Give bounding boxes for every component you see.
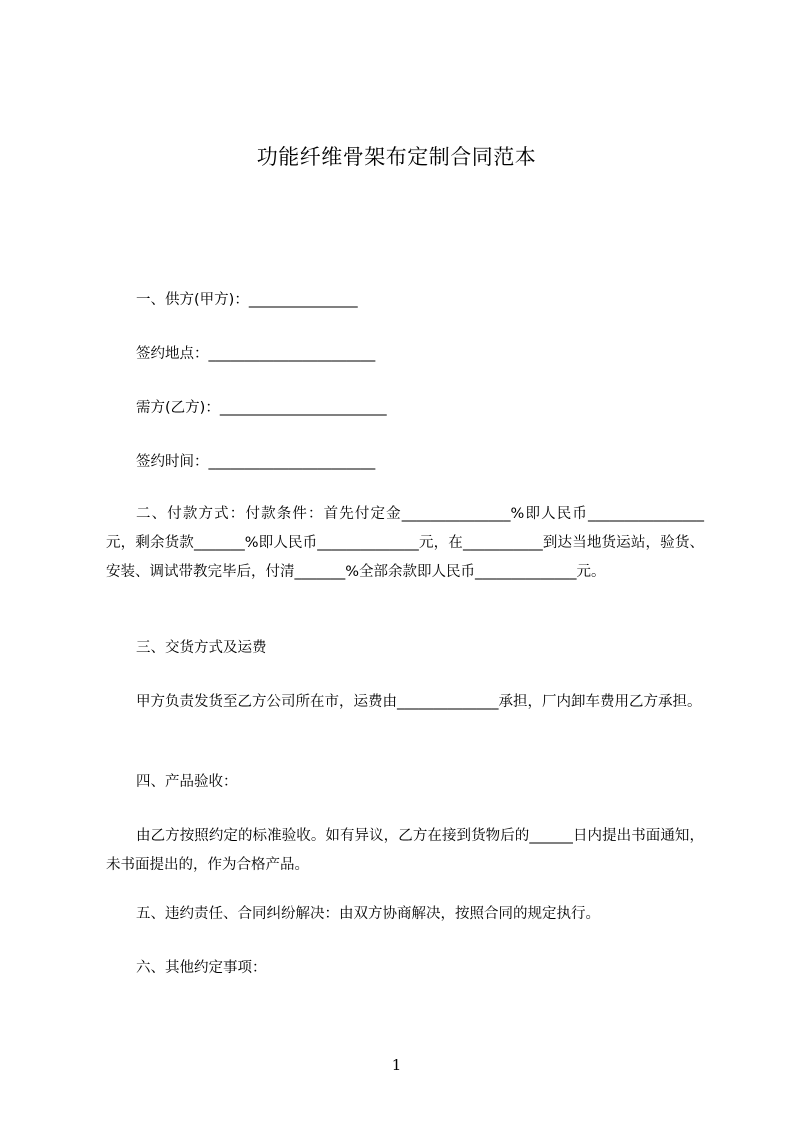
supplier-line: 一、供方(甲方)：_______________ bbox=[136, 292, 358, 308]
payment-clause: 二、付款方式：付款条件：首先付定金_______________%即人民币________________元，剩余货款_______%即人民币______________元，在___________到达当地货运站，验货、安装、调试带教完毕后，付清_______%全部余款即人民币______________元。 bbox=[106, 506, 704, 580]
page-number: 1 bbox=[391, 1056, 402, 1074]
document-title: 功能纤维骨架布定制合同范本 bbox=[256, 145, 537, 169]
sign-time-line: 签约时间：_______________________ bbox=[136, 454, 376, 470]
acceptance-clause: 由乙方按照约定的标准验收。如有异议，乙方在接到货物后的______日内提出书面通知，未书面提出的，作为合格产品。 bbox=[106, 828, 704, 873]
sign-place-line: 签约地点：_______________________ bbox=[136, 346, 376, 362]
other-matters-heading: 六、其他约定事项： bbox=[136, 960, 267, 976]
acceptance-heading: 四、产品验收： bbox=[136, 774, 238, 790]
delivery-clause: 甲方负责发货至乙方公司所在市，运费由______________承担，厂内卸车费用乙方承担。 bbox=[136, 694, 702, 710]
demander-line: 需方(乙方)：_______________________ bbox=[136, 400, 387, 416]
delivery-heading: 三、交货方式及运费 bbox=[136, 640, 267, 656]
liability-clause: 五、违约责任、合同纠纷解决：由双方协商解决，按照合同的规定执行。 bbox=[136, 906, 600, 922]
